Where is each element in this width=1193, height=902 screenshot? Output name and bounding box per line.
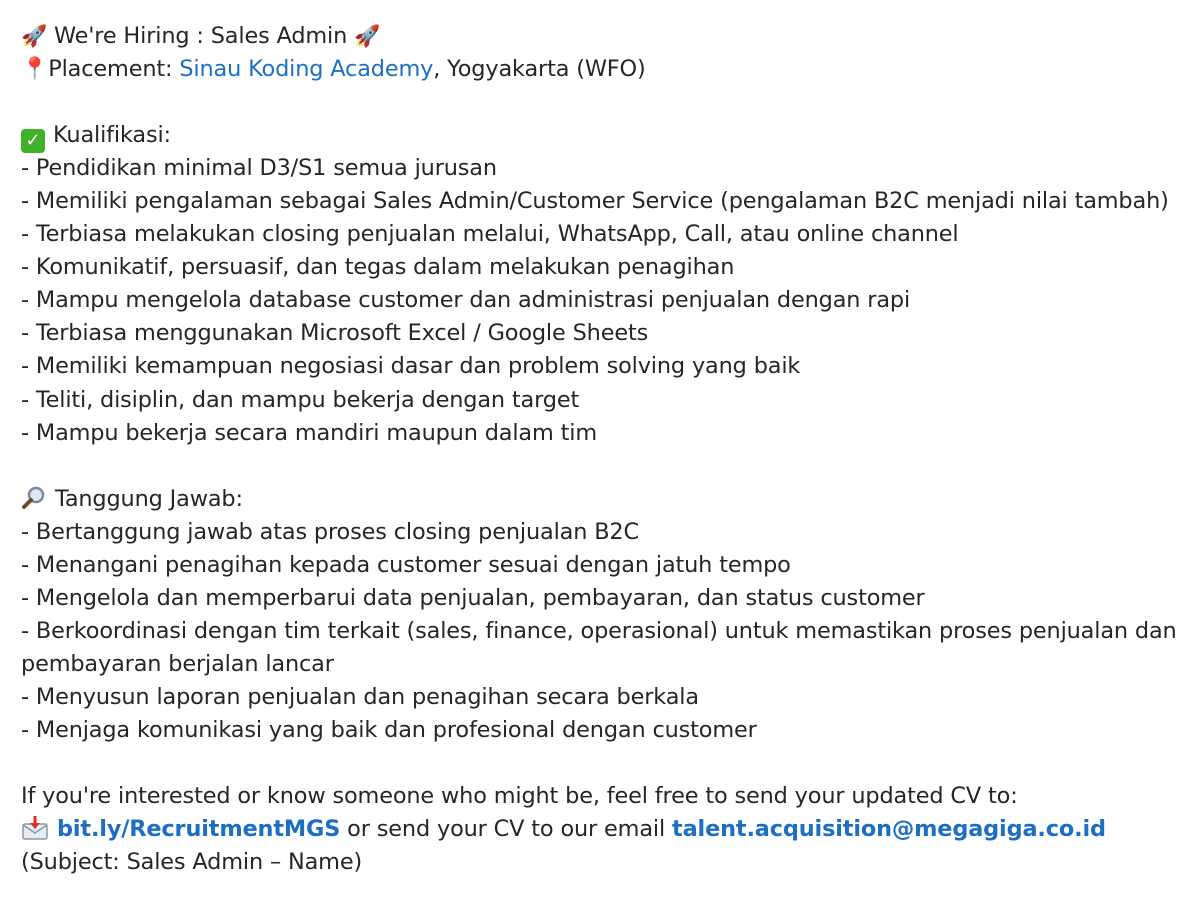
- placement-location: , Yogyakarta (WFO): [433, 56, 646, 83]
- list-item: - Mengelola dan memperbarui data penjualan, pembayaran, dan status customer: [21, 584, 925, 611]
- spacer: [21, 450, 1189, 483]
- spacer: [21, 747, 1189, 780]
- message-body: [21, 20, 1189, 879]
- magnifying-glass-icon: [21, 486, 47, 510]
- list-item: - Memiliki pengalaman sebagai Sales Admin/Customer Service (pengalaman B2C menjadi nilai tambah): [21, 188, 1169, 215]
- envelope-with-arrow-icon: [21, 816, 49, 840]
- list-item: pembayaran berjalan lancar: [21, 650, 334, 677]
- list-item: - Menjaga komunikasi yang baik dan profesional dengan customer: [21, 716, 757, 743]
- list-item: - Bertanggung jawab atas proses closing penjualan B2C: [21, 518, 640, 545]
- contact-middle-text: or send your CV to our email: [340, 816, 673, 843]
- qualifications-heading-line: [21, 119, 1189, 152]
- check-mark-button-icon: ✓: [21, 129, 45, 153]
- email-link[interactable]: talent.acquisition@megagiga.co.id: [672, 816, 1106, 843]
- list-item: - Terbiasa melakukan closing penjualan melalui, WhatsApp, Call, atau online channel: [21, 221, 959, 248]
- list-item: - Mampu mengelola database customer dan administrasi penjualan dengan rapi: [21, 287, 911, 314]
- placement-line: [21, 53, 1189, 86]
- company-link[interactable]: Sinau Koding Academy: [179, 56, 434, 83]
- qualifications-heading: Kualifikasi:: [53, 122, 171, 149]
- list-item: - Menyusun laporan penjualan dan penagihan secara berkala: [21, 683, 699, 710]
- responsibilities-heading-line: [21, 483, 1189, 516]
- round-pushpin-icon: 📍: [21, 57, 49, 83]
- recruitment-link[interactable]: bit.ly/RecruitmentMGS: [57, 816, 341, 843]
- list-item: - Menangani penagihan kepada customer sesuai dengan jatuh tempo: [21, 551, 791, 578]
- list-item: - Pendidikan minimal D3/S1 semua jurusan: [21, 155, 497, 182]
- rocket-icon: 🚀: [354, 24, 381, 48]
- list-item: - Memiliki kemampuan negosiasi dasar dan problem solving yang baik: [21, 353, 801, 380]
- contact-intro: If you're interested or know someone who might be, feel free to send your updated CV to:: [21, 783, 1018, 810]
- rocket-icon: 🚀: [21, 24, 47, 48]
- title-line: [21, 20, 1189, 53]
- list-item: - Teliti, disiplin, dan mampu bekerja dengan target: [21, 386, 580, 413]
- spacer: [21, 86, 1189, 119]
- placement-label: Placement:: [48, 56, 180, 83]
- list-item: - Mampu bekerja secara mandiri maupun dalam tim: [21, 419, 597, 446]
- list-item: - Terbiasa menggunakan Microsoft Excel / Google Sheets: [21, 320, 649, 347]
- title-text: We're Hiring : Sales Admin: [53, 23, 348, 49]
- list-item: - Berkoordinasi dengan tim terkait (sales, finance, operasional) untuk memastikan proses penjualan dan: [21, 617, 1177, 644]
- list-item: - Komunikatif, persuasif, dan tegas dalam melakukan penagihan: [21, 254, 735, 281]
- responsibilities-heading: Tanggung Jawab:: [55, 485, 243, 512]
- subject-line: (Subject: Sales Admin – Name): [21, 849, 363, 876]
- contact-line: [21, 813, 1189, 846]
